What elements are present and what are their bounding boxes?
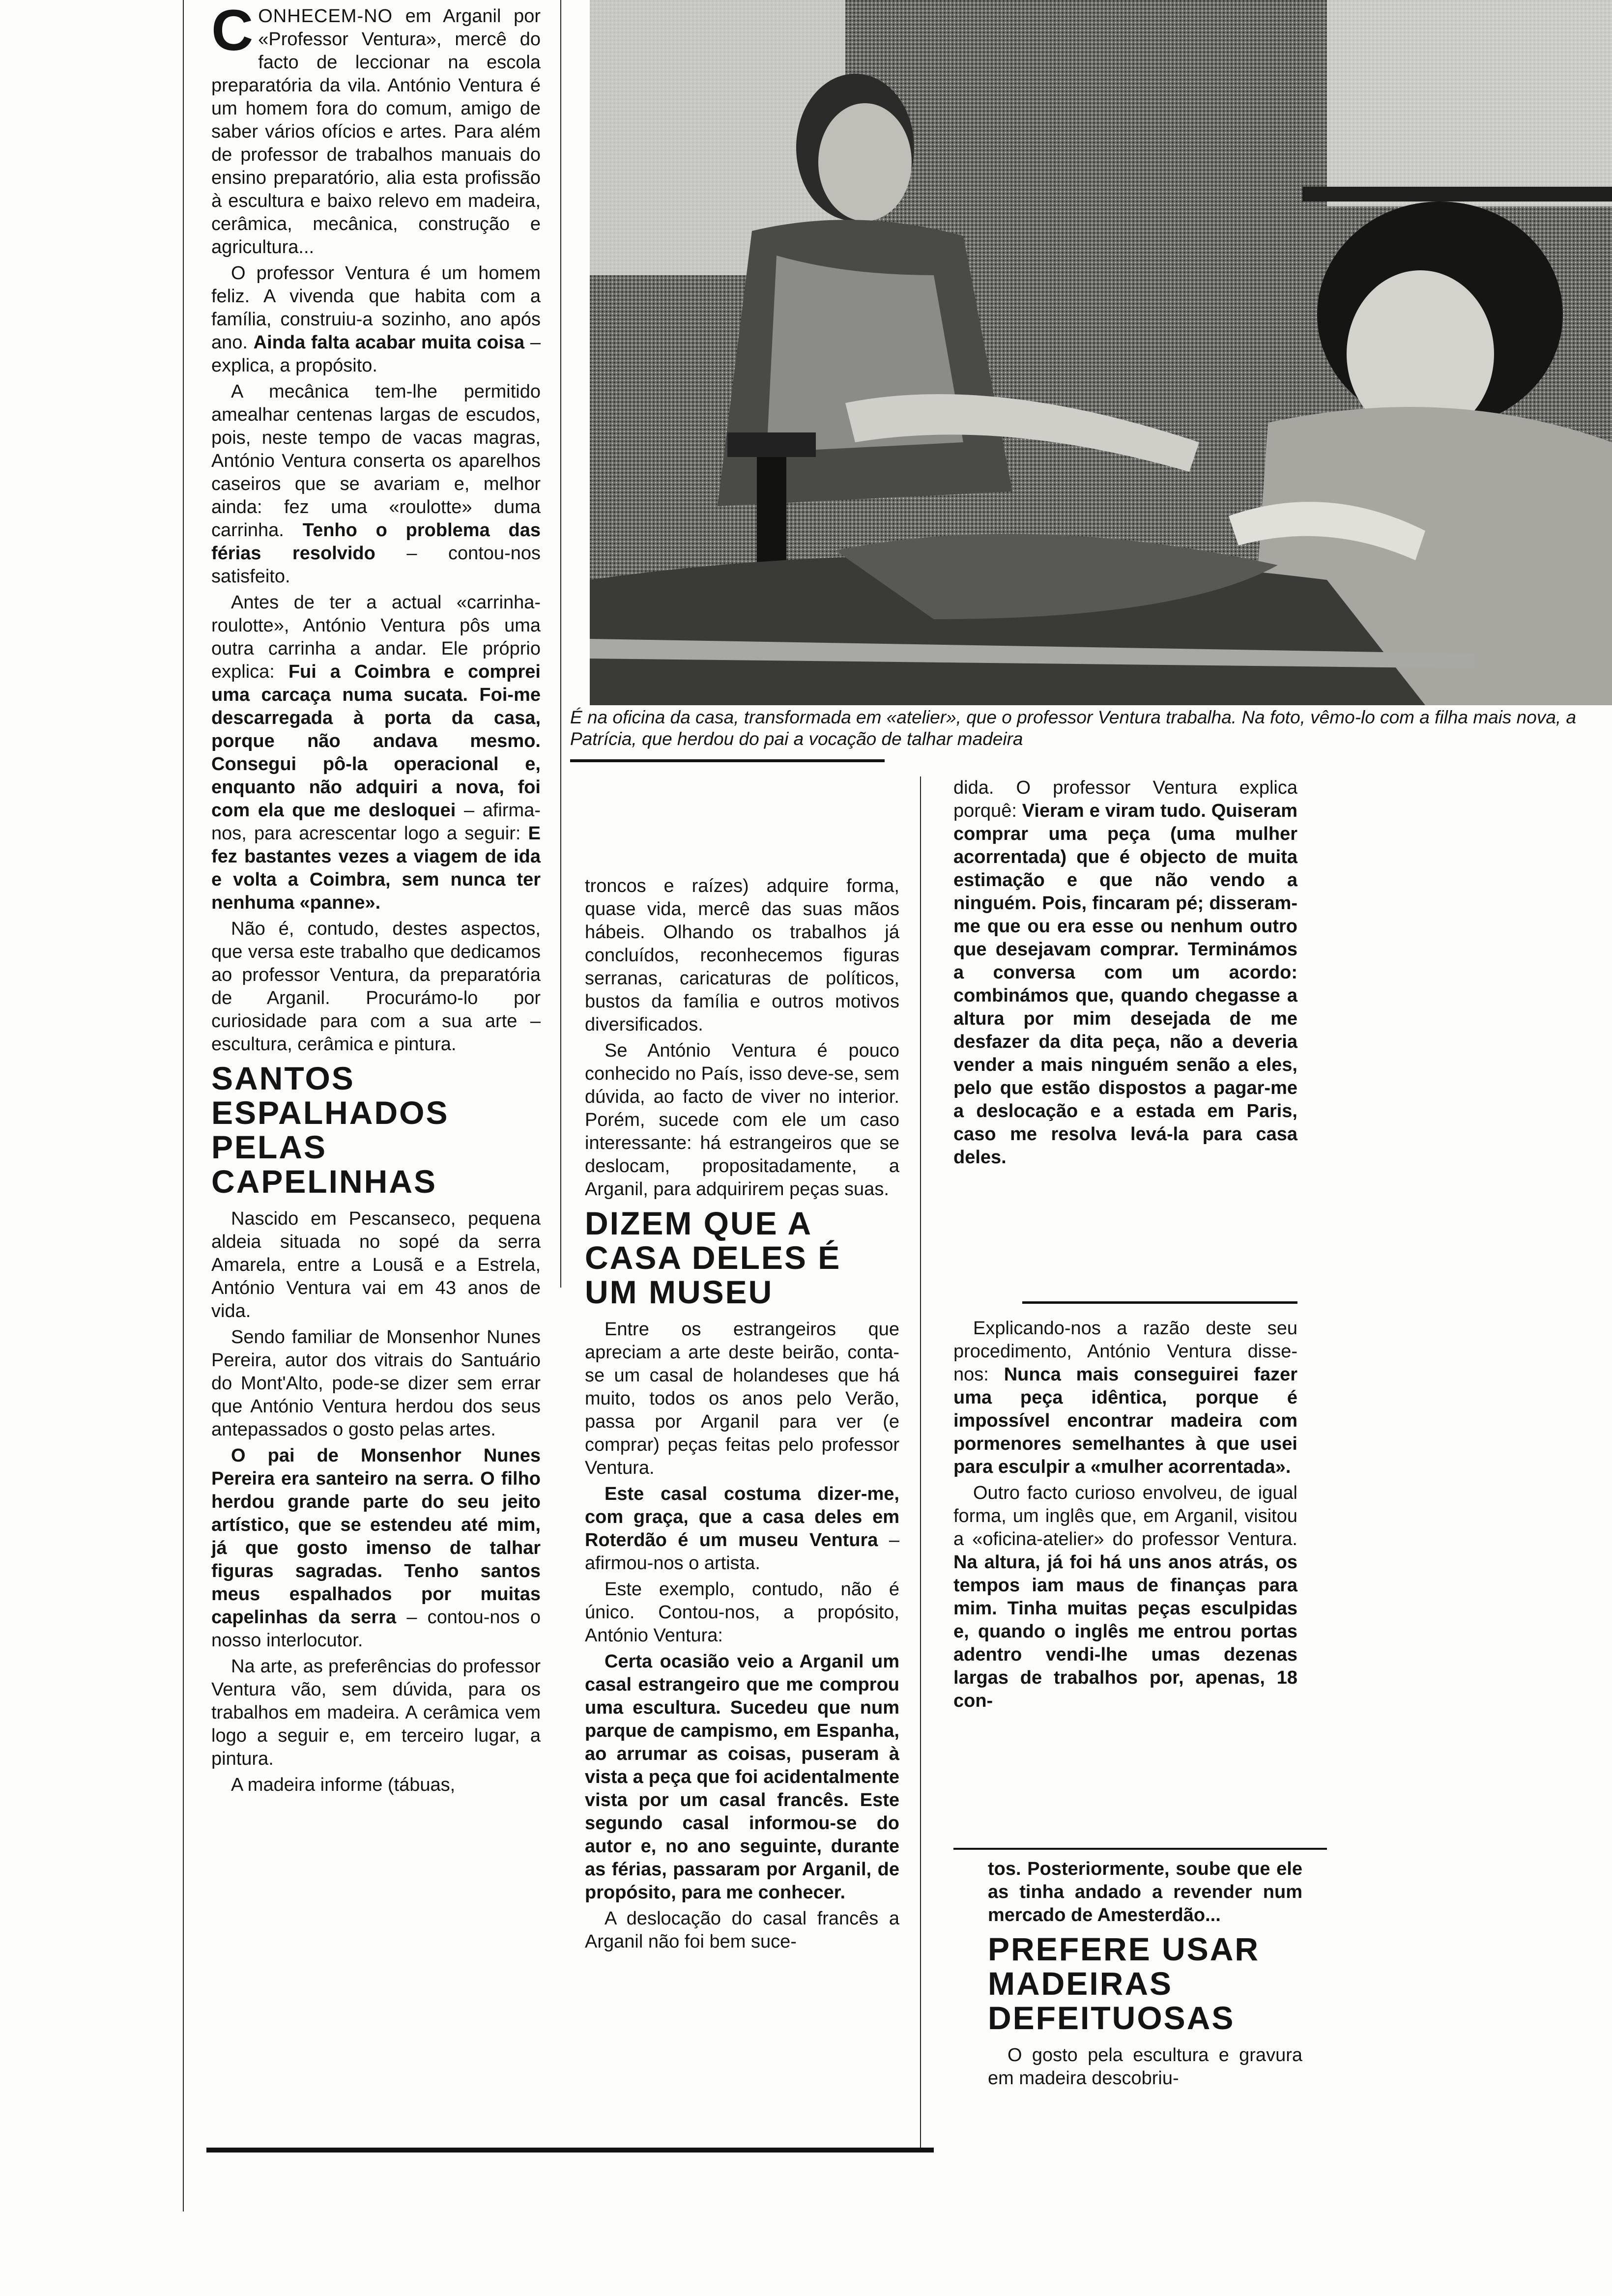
lead-paragraph: CONHECEM-NO em Arganil por «Professor Ventura», mercê do facto de leccionar na escola preparatória da vila. António Ventura é um homem fora do comum, amigo de saber vários ofícios e artes. Para além de professor de trabalhos manuais do ensino preparatório, alia esta profissão à escultura e baixo relevo em madeira, cerâmica, mecânica, construção e agricultura... bbox=[211, 0, 541, 258]
paragraph: O pai de Monsenhor Nunes Pereira era santeiro na serra. O filho herdou grande parte do seu jeito artístico, que se estendeu até mim, já que gosto imenso de talhar figuras sagradas. Tenho santos meus espalhados por muitas capelinhas da serra – contou-nos o nosso interlocutor. bbox=[211, 1445, 541, 1651]
paragraph: Este casal costuma dizer-me, com graça, que a casa deles em Roterdão é um museu Ventura – afirmou-nos o artista. bbox=[585, 1484, 900, 1574]
column-divider bbox=[183, 0, 184, 2211]
article-column-1 bbox=[211, 0, 541, 1800]
paragraph: Entre os estrangeiros que apreciam a arte deste beirão, conta-se um casal de holandeses que há muito, todos os anos pelo Verão, passa por Arganil para ver (e comprar) peças feitas pelo professor Ventura. bbox=[585, 1319, 899, 1478]
drop-cap: C bbox=[211, 0, 254, 63]
paragraph: A deslocação do casal francês a Arganil não foi bem suce- bbox=[585, 1908, 899, 1952]
paragraph: O professor Ventura é um homem feliz. A vivenda que habita com a família, construiu-a sozinho, ano após ano. Ainda falta acabar muita coisa – explica, a propósito. bbox=[211, 263, 541, 376]
paragraph: A mecânica tem-lhe permitido amealhar centenas largas de escudos, pois, neste tempo de vacas magras, António Ventura conserta os aparelhos caseiros que se avariam e, melhor ainda: fez uma «roulotte» duma carrinha. Tenho o problema das férias resolvido – contou-nos satisfeito. bbox=[211, 381, 541, 587]
article-column-2 bbox=[585, 875, 899, 1956]
paragraph: dida. O professor Ventura explica porquê: Vieram e viram tudo. Quiseram comprar uma peça (uma mulher acorrentada) que é objecto de muita estimação e que não vendo a ninguém. Pois, fincaram pé; disseram-me que ou era esse ou nenhum outro que desejavam comprar. Terminámos a conversa com um acordo: combinámos que, quando chegasse a altura por mim desejada de me desfazer da dita peça, não a deveria vender a mais ninguém senão a eles, pelo que estão dispostos a pagar-me a deslocação e a estada em Paris, caso me resolva levá-la para casa deles. bbox=[953, 777, 1297, 1168]
paragraph: Outro facto curioso envolveu, de igual forma, um inglês que, em Arganil, visitou a «oficina-atelier» do professor Ventura. Na altura, já foi há uns anos atrás, os tempos iam maus de finanças para mim. Tinha muitas peças esculpidas e, quando o inglês me entrou portas adentro vendi-lhe umas dezenas largas de trabalhos por, apenas, 18 con- bbox=[953, 1483, 1297, 1711]
paragraph: troncos e raízes) adquire forma, quase vida, mercê das suas mãos hábeis. Olhando os trabalhos já concluídos, reconhecemos figuras serranas, caricaturas de políticos, bustos da família e outros motivos diversificados. bbox=[585, 876, 899, 1035]
photo-caption: É na oficina da casa, transformada em «atelier», que o professor Ventura trabalha. Na foto, vêmo-lo com a filha mais nova, a Patrícia, que herdou do pai a vocação de talhar madeira bbox=[570, 707, 1577, 749]
paragraph: Na arte, as preferências do professor Ventura vão, sem dúvida, para os trabalhos em madeira. A cerâmica vem logo a seguir e, em terceiro lugar, a pintura. bbox=[211, 1656, 541, 1769]
paragraph: Certa ocasião veio a Arganil um casal estrangeiro que me comprou uma escultura. Sucedeu que num parque de campismo, em Espanha, ao arrumar as coisas, puseram à vista a peça que foi acidentalmente vista por um casal francês. Este segundo casal informou-se do autor e, no ano seguinte, durante as férias, passaram por Arganil, de propósito, para me conhecer. bbox=[585, 1651, 899, 1903]
column-rule bbox=[953, 1848, 1327, 1850]
article-column-3 bbox=[953, 776, 1297, 1172]
workshop-photo bbox=[590, 0, 1612, 705]
photo-illustration bbox=[590, 0, 1612, 705]
paragraph: Este exemplo, contudo, não é único. Contou-nos, a propósito, António Ventura: bbox=[585, 1579, 899, 1646]
paragraph: Nascido em Pescanseco, pequena aldeia situada no sopé da serra Amarela, entre a Lousã e a Estrela, António Ventura vai em 43 anos de vida. bbox=[211, 1208, 541, 1321]
column-divider bbox=[920, 776, 921, 2148]
paragraph: Antes de ter a actual «carrinha-roulotte», António Ventura pôs uma outra carrinha a andar. Ele próprio explica: Fui a Coimbra e comprei uma carcaça numa sucata. Foi-me descarregada à porta da casa, porque não andava mesmo. Consegui pô-la operacional e, enquanto não adquiri a nova, foi com ela que me desloquei – afirma-nos, para acrescentar logo a seguir: E fez bastantes vezes a viagem de ida e volta a Coimbra, sem nunca ter nenhuma «panne». bbox=[211, 592, 541, 913]
paragraph: tos. Posteriormente, soube que ele as tinha andado a revender num mercado de Amesterdão... bbox=[988, 1859, 1302, 1925]
article-column-3-final bbox=[988, 1858, 1302, 2093]
column-divider bbox=[560, 0, 561, 1288]
section-heading: SANTOS ESPALHADOS PELAS CAPELINHAS bbox=[211, 1060, 449, 1200]
paragraph: A madeira informe (tábuas, bbox=[231, 1775, 456, 1795]
section-heading: DIZEM QUE A CASA DELES É UM MUSEU bbox=[585, 1205, 841, 1310]
paragraph: Sendo familiar de Monsenhor Nunes Pereira, autor dos vitrais do Santuário do Mont'Alto, pode-se dizer sem errar que António Ventura herdou dos seus antepassados o gosto pelas artes. bbox=[211, 1327, 541, 1440]
column-rule bbox=[1022, 1301, 1297, 1304]
paragraph: Se António Ventura é pouco conhecido no País, isso deve-se, sem dúvida, ao facto de viver no interior. Porém, sucede com ele um caso interessante: há estrangeiros que se deslocam, propositadamente, a Arganil, para adquirirem peças suas. bbox=[585, 1040, 900, 1200]
bottom-rule bbox=[206, 2148, 934, 2152]
caption-rule bbox=[570, 759, 885, 762]
paragraph: Não é, contudo, destes aspectos, que versa este trabalho que dedicamos ao professor Ventura, da preparatória de Arganil. Procurámo-lo por curiosidade para com a sua arte – escultura, cerâmica e pintura. bbox=[211, 918, 541, 1055]
section-heading: PREFERE USAR MADEIRAS DEFEITUOSAS bbox=[988, 1931, 1260, 2036]
article-column-3-continued bbox=[953, 1317, 1297, 1716]
paragraph: Explicando-nos a razão deste seu procedimento, António Ventura disse-nos: Nunca mais conseguirei fazer uma peça idêntica, porque é impossível encontrar madeira com pormenores semelhantes à que usei para esculpir a «mulher acorrentada». bbox=[953, 1318, 1297, 1477]
paragraph: O gosto pela escultura e gravura em madeira descobriu- bbox=[988, 2045, 1302, 2089]
